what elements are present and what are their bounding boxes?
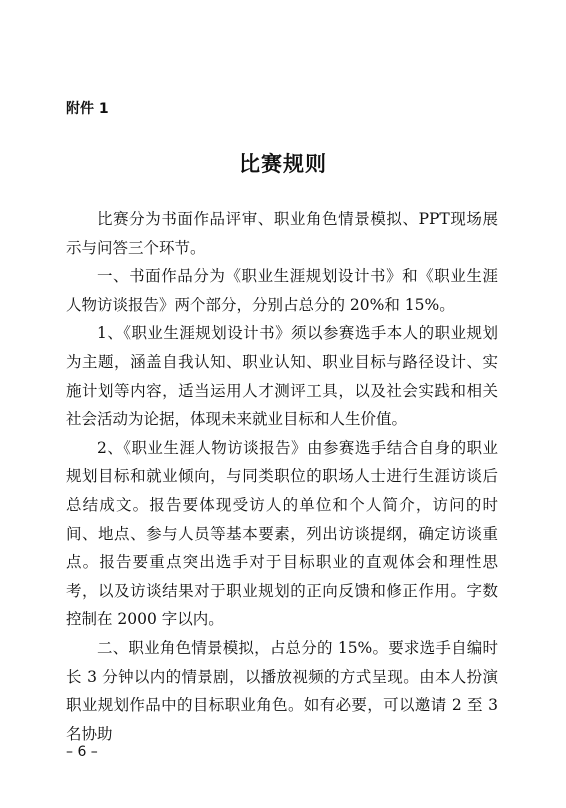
paragraph-intro: 比赛分为书面作品评审、职业角色情景模拟、PPT现场展示与问答三个环节。 xyxy=(66,210,498,257)
paragraph-section-1: 一、书面作品分为《职业生涯规划设计书》和《职业生涯人物访谈报告》两个部分，分别占总分的 20%和 15%。 xyxy=(66,267,498,314)
paragraph-section-1-item-1: 1、《职业生涯规划设计书》须以参赛选手本人的职业规划为主题，涵盖自我认知、职业认知、职业目标与路径设计、实施计划等内容，适当运用人才测评工具，以及社会实践和相关社会活动为论据，体现未来就业目标和人生价值。 xyxy=(66,324,498,429)
paragraph-section-1-item-2: 2、《职业生涯人物访谈报告》由参赛选手结合自身的职业规划目标和就业倾向，与同类职位的职场人士进行生涯访谈后总结成文。报告要体现受访人的单位和个人简介，访问的时间、地点、参与人员等基本要素，列出访谈提纲，确定访谈重点。报告要重点突出选手对于目标职业的直观体会和理性思考，以及访谈结果对于职业规划的正向反馈和修正作用。字数控制在 2000 字以内。 xyxy=(66,438,498,629)
page-title: 比赛规则 xyxy=(239,152,327,176)
document-body xyxy=(66,205,498,748)
attachment-label: 附件 1 xyxy=(66,101,109,117)
page-number: – 6 – xyxy=(66,744,98,760)
paragraph-section-2: 二、职业角色情景模拟，占总分的 15%。要求选手自编时长 3 分钟以内的情景剧，以播放视频的方式呈现。由本人扮演职业规划作品中的目标职业角色。如有必要，可以邀请 2 至 3 名协助 xyxy=(66,638,498,743)
